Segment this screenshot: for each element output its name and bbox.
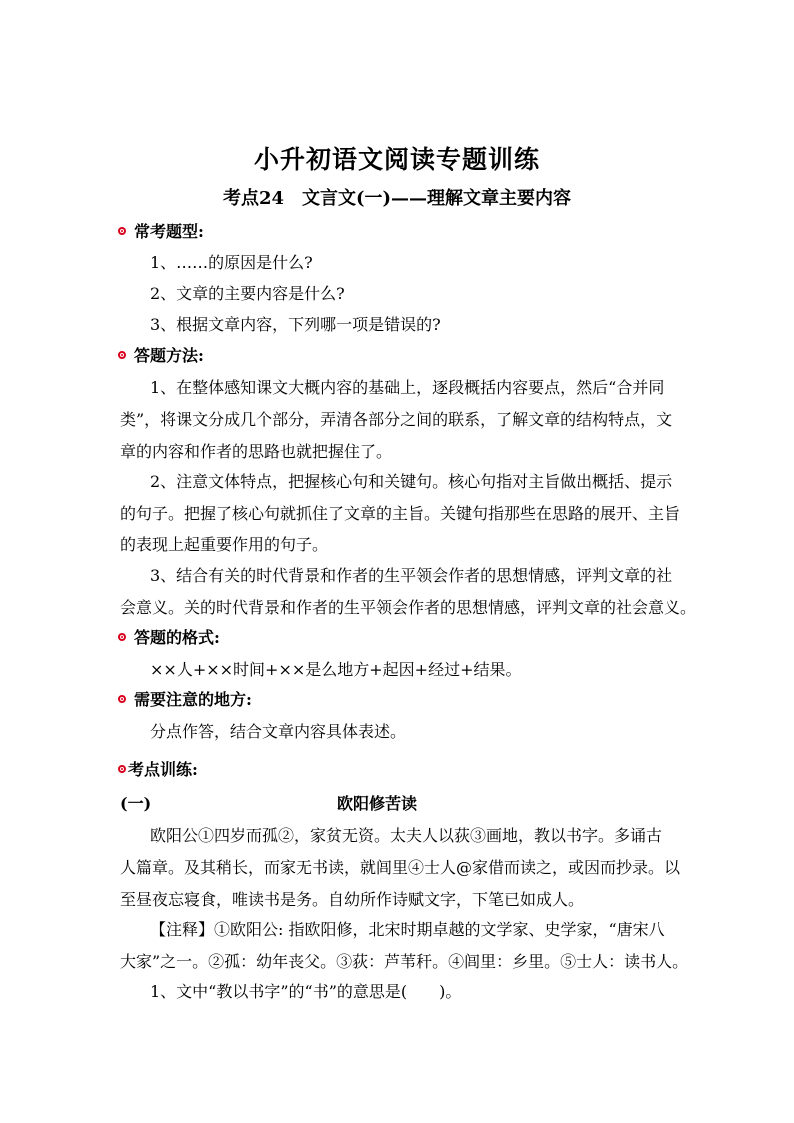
question-text: 1、文中“教以书字”的“书”的意思是( )。 xyxy=(150,982,462,1001)
list-item: 2、文章的主要内容是什么? xyxy=(150,284,345,303)
list-item: 3、根据文章内容，下列哪一项是错误的? xyxy=(150,315,441,334)
bullet-icon xyxy=(118,227,126,235)
section-heading-format: 答题的格式: xyxy=(118,622,220,654)
format-text: ××人+××时间+××是么地方+起因+经过+结果。 xyxy=(150,660,522,679)
bullet-icon xyxy=(118,695,126,703)
passage-line: 欧阳公①四岁而孤②，家贫无资。太夫人以荻③画地，教以书字。多诵古 xyxy=(150,826,663,845)
passage-line: 人篇章。及其稍长，而家无书读，就闾里④士人@家借而读之，或因而抄录。以 xyxy=(120,858,681,877)
page-subtitle: 考点24 文言文(一)——理解文章主要内容 xyxy=(222,188,572,209)
paragraph-line: 3、结合有关的时代背景和作者的生平领会作者的思想情感，评判文章的社 xyxy=(150,566,673,585)
paragraph-line: 会意义。关的时代背景和作者的生平领会作者的思想情感，评判文章的社会意义。 xyxy=(120,598,697,617)
paragraph-line: 章的内容和作者的思路也就把握住了。 xyxy=(120,442,393,461)
paragraph-line: 2、注意文体特点，把握核心句和关键句。核心句指对主旨做出概括、提示 xyxy=(150,472,673,491)
section-heading-training: 考点训练: xyxy=(118,754,198,786)
section-heading-common-types: 常考题型: xyxy=(118,216,204,248)
passage-line: 至昼夜忘寝食，唯读书是务。自幼所作诗赋文字，下笔已如成人。 xyxy=(120,890,585,909)
passage-number: (一) xyxy=(120,794,152,813)
paragraph-line: 类”，将课文分成几个部分，弄清各部分之间的联系，了解文章的结构特点，文 xyxy=(120,410,673,429)
paragraph-line: 的句子。把握了核心句就抓住了文章的主旨。关键句指那些在思路的展开、主旨 xyxy=(120,504,681,523)
list-item: 1、……的原因是什么? xyxy=(150,253,313,272)
section-heading-notes: 需要注意的地方: xyxy=(118,684,252,716)
annotation-line: 大家”之一。②孤：幼年丧父。③荻：芦苇秆。④闾里：乡里。⑤士人：读书人。 xyxy=(120,952,689,971)
annotation-line: 【注释】①欧阳公: 指欧阳修，北宋时期卓越的文学家、史学家，“唐宋八 xyxy=(150,920,665,939)
bullet-icon xyxy=(118,351,126,359)
notes-text: 分点作答，结合文章内容具体表述。 xyxy=(150,722,407,741)
bullet-icon xyxy=(118,633,126,641)
section-heading-method: 答题方法: xyxy=(118,340,204,372)
bullet-icon xyxy=(118,765,126,773)
page-title: 小升初语文阅读专题训练 xyxy=(253,145,540,174)
passage-title: 欧阳修苦读 xyxy=(337,794,418,813)
paragraph-line: 的表现上起重要作用的句子。 xyxy=(120,535,329,554)
paragraph-line: 1、在整体感知课文大概内容的基础上，逐段概括内容要点，然后“合并同 xyxy=(150,378,665,397)
